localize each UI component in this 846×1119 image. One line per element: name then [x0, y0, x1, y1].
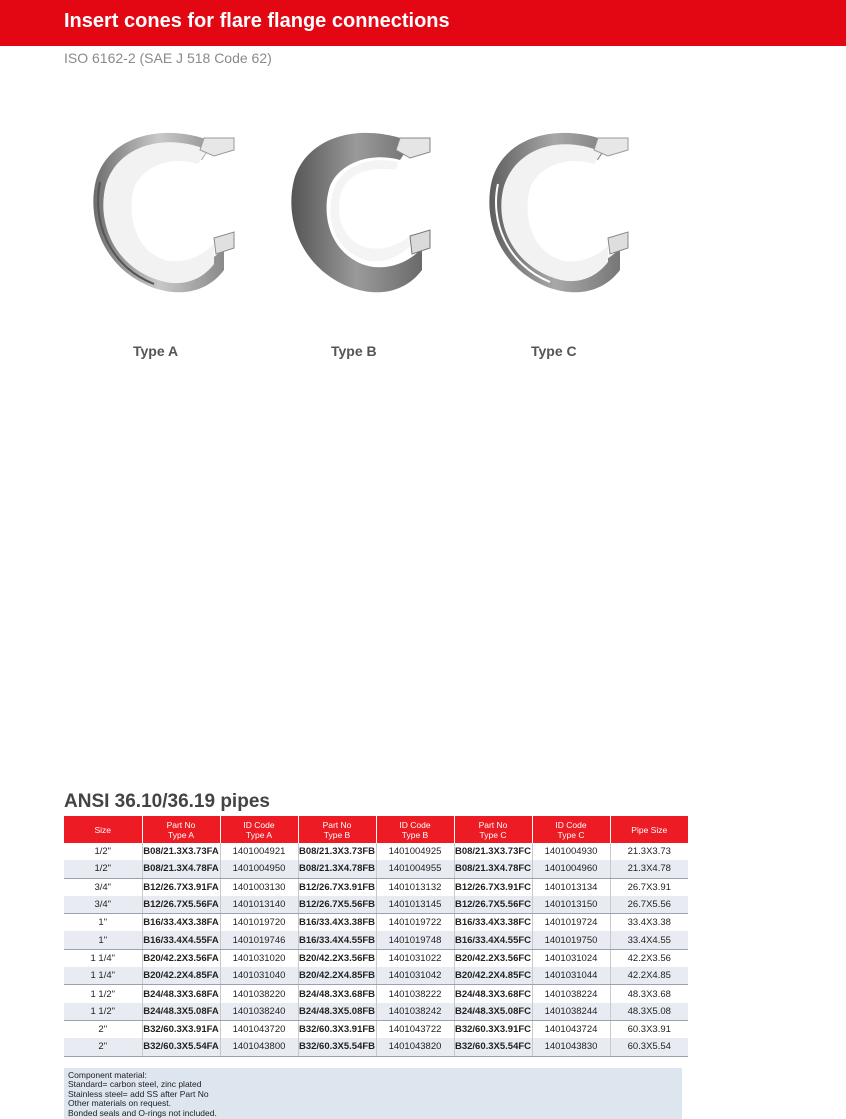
- table-cell: B12/26.7X5.56FB: [298, 896, 376, 914]
- table-cell: 1401013145: [376, 896, 454, 914]
- page-title: Insert cones for flare flange connections: [64, 10, 450, 32]
- table-row: [64, 896, 688, 914]
- table-row: [64, 860, 688, 878]
- table-cell: 1401004955: [376, 860, 454, 878]
- table-row: [64, 843, 688, 860]
- table-cell: 60.3X3.91: [610, 1020, 688, 1038]
- column-header-text: Size: [94, 824, 112, 835]
- table-cell: 26.7X5.56: [610, 896, 688, 914]
- table-cell: B08/21.3X3.73FC: [454, 843, 532, 860]
- table-cell: 26.7X3.91: [610, 878, 688, 896]
- column-header: [454, 816, 532, 843]
- table-cell: B32/60.3X5.54FB: [298, 1038, 376, 1056]
- table-cell: 1401019724: [532, 914, 610, 932]
- table-cell: B24/48.3X3.68FB: [298, 985, 376, 1003]
- column-header-text: Type B: [401, 829, 429, 840]
- table-cell: 1401003130: [220, 878, 298, 896]
- table-cell: 21.3X4.78: [610, 860, 688, 878]
- table-cell: 1401043820: [376, 1038, 454, 1056]
- column-header-text: Part No: [478, 819, 508, 830]
- table-row: [64, 1038, 688, 1056]
- page-subtitle: ISO 6162-2 (SAE J 518 Code 62): [64, 50, 272, 66]
- column-header-text: Part No: [322, 819, 352, 830]
- table-cell: 1401019748: [376, 931, 454, 949]
- type-c-label: Type C: [531, 343, 577, 359]
- column-header: [610, 816, 688, 843]
- column-header-text: Type C: [479, 829, 507, 840]
- column-header-text: Part No: [166, 819, 196, 830]
- table-cell: 1 1/2": [64, 985, 142, 1003]
- table-cell: B16/33.4X4.55FA: [142, 931, 220, 949]
- table-cell: B32/60.3X3.91FC: [454, 1020, 532, 1038]
- table-cell: 1401013132: [376, 878, 454, 896]
- table-cell: 33.4X3.38: [610, 914, 688, 932]
- insert-cone-type-c-image: [470, 120, 650, 310]
- table-row: [64, 931, 688, 949]
- table-cell: 1 1/2": [64, 1003, 142, 1021]
- column-header-text: ID Code: [243, 819, 275, 830]
- table-cell: 1401004930: [532, 843, 610, 860]
- table-row: [64, 1020, 688, 1038]
- table-cell: B12/26.7X3.91FA: [142, 878, 220, 896]
- table-cell: 3/4": [64, 896, 142, 914]
- table-body: [64, 843, 688, 1056]
- table-cell: B08/21.3X4.78FC: [454, 860, 532, 878]
- table-row: [64, 985, 688, 1003]
- column-header-text: ID Code: [399, 819, 431, 830]
- column-header-text: Pipe Size: [631, 824, 668, 835]
- column-header: [64, 816, 142, 843]
- table-cell: 1401031024: [532, 949, 610, 967]
- table-cell: B32/60.3X5.54FC: [454, 1038, 532, 1056]
- table-header-row: [64, 816, 688, 843]
- table-cell: 1401043720: [220, 1020, 298, 1038]
- note-line: Stainless steel= add SS after Part No: [68, 1088, 209, 1099]
- table-cell: B12/26.7X3.91FB: [298, 878, 376, 896]
- table-cell: 1401043800: [220, 1038, 298, 1056]
- table-cell: B20/42.2X3.56FB: [298, 949, 376, 967]
- column-header-text: ID Code: [555, 819, 587, 830]
- table-cell: B20/42.2X4.85FA: [142, 967, 220, 985]
- table-cell: B24/48.3X5.08FA: [142, 1003, 220, 1021]
- table-row: [64, 914, 688, 932]
- table-cell: 1/2": [64, 860, 142, 878]
- table-cell: 1": [64, 931, 142, 949]
- table-row: [64, 878, 688, 896]
- table-cell: B16/33.4X4.55FB: [298, 931, 376, 949]
- column-header-text: Type A: [168, 829, 194, 840]
- table-cell: B08/21.3X3.73FB: [298, 843, 376, 860]
- table-cell: 1401013140: [220, 896, 298, 914]
- table-cell: 1401038244: [532, 1003, 610, 1021]
- table-cell: 48.3X3.68: [610, 985, 688, 1003]
- table-cell: 1401019722: [376, 914, 454, 932]
- table-cell: B16/33.4X4.55FC: [454, 931, 532, 949]
- table-cell: 1401038242: [376, 1003, 454, 1021]
- table-cell: B32/60.3X3.91FB: [298, 1020, 376, 1038]
- table-cell: B20/42.2X4.85FB: [298, 967, 376, 985]
- note-line: Standard= carbon steel, zinc plated: [68, 1079, 202, 1090]
- column-header: [142, 816, 220, 843]
- table-cell: B08/21.3X4.78FA: [142, 860, 220, 878]
- table-cell: 1 1/4": [64, 967, 142, 985]
- table-cell: B24/48.3X3.68FA: [142, 985, 220, 1003]
- table-cell: 2": [64, 1020, 142, 1038]
- column-header: [532, 816, 610, 843]
- table-cell: B20/42.2X3.56FC: [454, 949, 532, 967]
- table-cell: 1401031044: [532, 967, 610, 985]
- table-cell: B20/42.2X4.85FC: [454, 967, 532, 985]
- table-cell: 1401038220: [220, 985, 298, 1003]
- insert-cone-type-b-image: [272, 120, 452, 310]
- table-cell: 2": [64, 1038, 142, 1056]
- table-cell: 1401019746: [220, 931, 298, 949]
- table-cell: 60.3X5.54: [610, 1038, 688, 1056]
- table-cell: 1": [64, 914, 142, 932]
- note-line: Component material:: [68, 1070, 147, 1080]
- column-header: [298, 816, 376, 843]
- table-cell: 1401031022: [376, 949, 454, 967]
- table-cell: 1401038224: [532, 985, 610, 1003]
- header-banner: [0, 0, 846, 46]
- table-cell: 1 1/4": [64, 949, 142, 967]
- note-line: Other materials on request.: [68, 1098, 171, 1109]
- table-row: [64, 949, 688, 967]
- table-cell: 3/4": [64, 878, 142, 896]
- table-cell: B24/48.3X5.08FB: [298, 1003, 376, 1021]
- table-cell: 1401031042: [376, 967, 454, 985]
- table-cell: B12/26.7X5.56FA: [142, 896, 220, 914]
- table-cell: 1401013150: [532, 896, 610, 914]
- table-cell: B24/48.3X3.68FC: [454, 985, 532, 1003]
- table-cell: B32/60.3X5.54FA: [142, 1038, 220, 1056]
- insert-cone-type-a-image: [74, 120, 254, 310]
- table-cell: 1401031020: [220, 949, 298, 967]
- table-cell: 1401038222: [376, 985, 454, 1003]
- table-cell: B20/42.2X3.56FA: [142, 949, 220, 967]
- table-cell: 42.2X3.56: [610, 949, 688, 967]
- table-cell: 1401004960: [532, 860, 610, 878]
- table-cell: 1401043830: [532, 1038, 610, 1056]
- table-cell: B12/26.7X5.56FC: [454, 896, 532, 914]
- table-cell: 1401043724: [532, 1020, 610, 1038]
- column-header-text: Type C: [557, 829, 585, 840]
- table-cell: 1401004950: [220, 860, 298, 878]
- table-cell: 21.3X3.73: [610, 843, 688, 860]
- table-cell: B16/33.4X3.38FA: [142, 914, 220, 932]
- column-header-text: Type A: [246, 829, 272, 840]
- parts-table: [64, 816, 688, 1057]
- table-row: [64, 1003, 688, 1021]
- table-row: [64, 967, 688, 985]
- table-cell: B08/21.3X3.73FA: [142, 843, 220, 860]
- table-cell: 48.3X5.08: [610, 1003, 688, 1021]
- table-cell: B16/33.4X3.38FB: [298, 914, 376, 932]
- table-title: ANSI 36.10/36.19 pipes: [64, 791, 270, 812]
- table-cell: 1401019750: [532, 931, 610, 949]
- table-cell: 1401038240: [220, 1003, 298, 1021]
- column-header: [220, 816, 298, 843]
- table-cell: 1401013134: [532, 878, 610, 896]
- note-line: Bonded seals and O-rings not included.: [68, 1107, 217, 1118]
- table-cell: 42.2X4.85: [610, 967, 688, 985]
- table-cell: 1401004921: [220, 843, 298, 860]
- table-cell: 1401031040: [220, 967, 298, 985]
- table-cell: B12/26.7X3.91FC: [454, 878, 532, 896]
- table-cell: 1401043722: [376, 1020, 454, 1038]
- table-cell: B08/21.3X4.78FB: [298, 860, 376, 878]
- table-cell: 1401019720: [220, 914, 298, 932]
- table-cell: 1401004925: [376, 843, 454, 860]
- column-header: [376, 816, 454, 843]
- column-header-text: Type B: [323, 829, 351, 840]
- table-cell: 33.4X4.55: [610, 931, 688, 949]
- table-cell: B16/33.4X3.38FC: [454, 914, 532, 932]
- material-notes: [64, 1068, 682, 1119]
- type-b-label: Type B: [331, 343, 377, 359]
- type-a-label: Type A: [133, 343, 179, 359]
- table-cell: 1/2": [64, 843, 142, 860]
- table-cell: B24/48.3X5.08FC: [454, 1003, 532, 1021]
- table-cell: B32/60.3X3.91FA: [142, 1020, 220, 1038]
